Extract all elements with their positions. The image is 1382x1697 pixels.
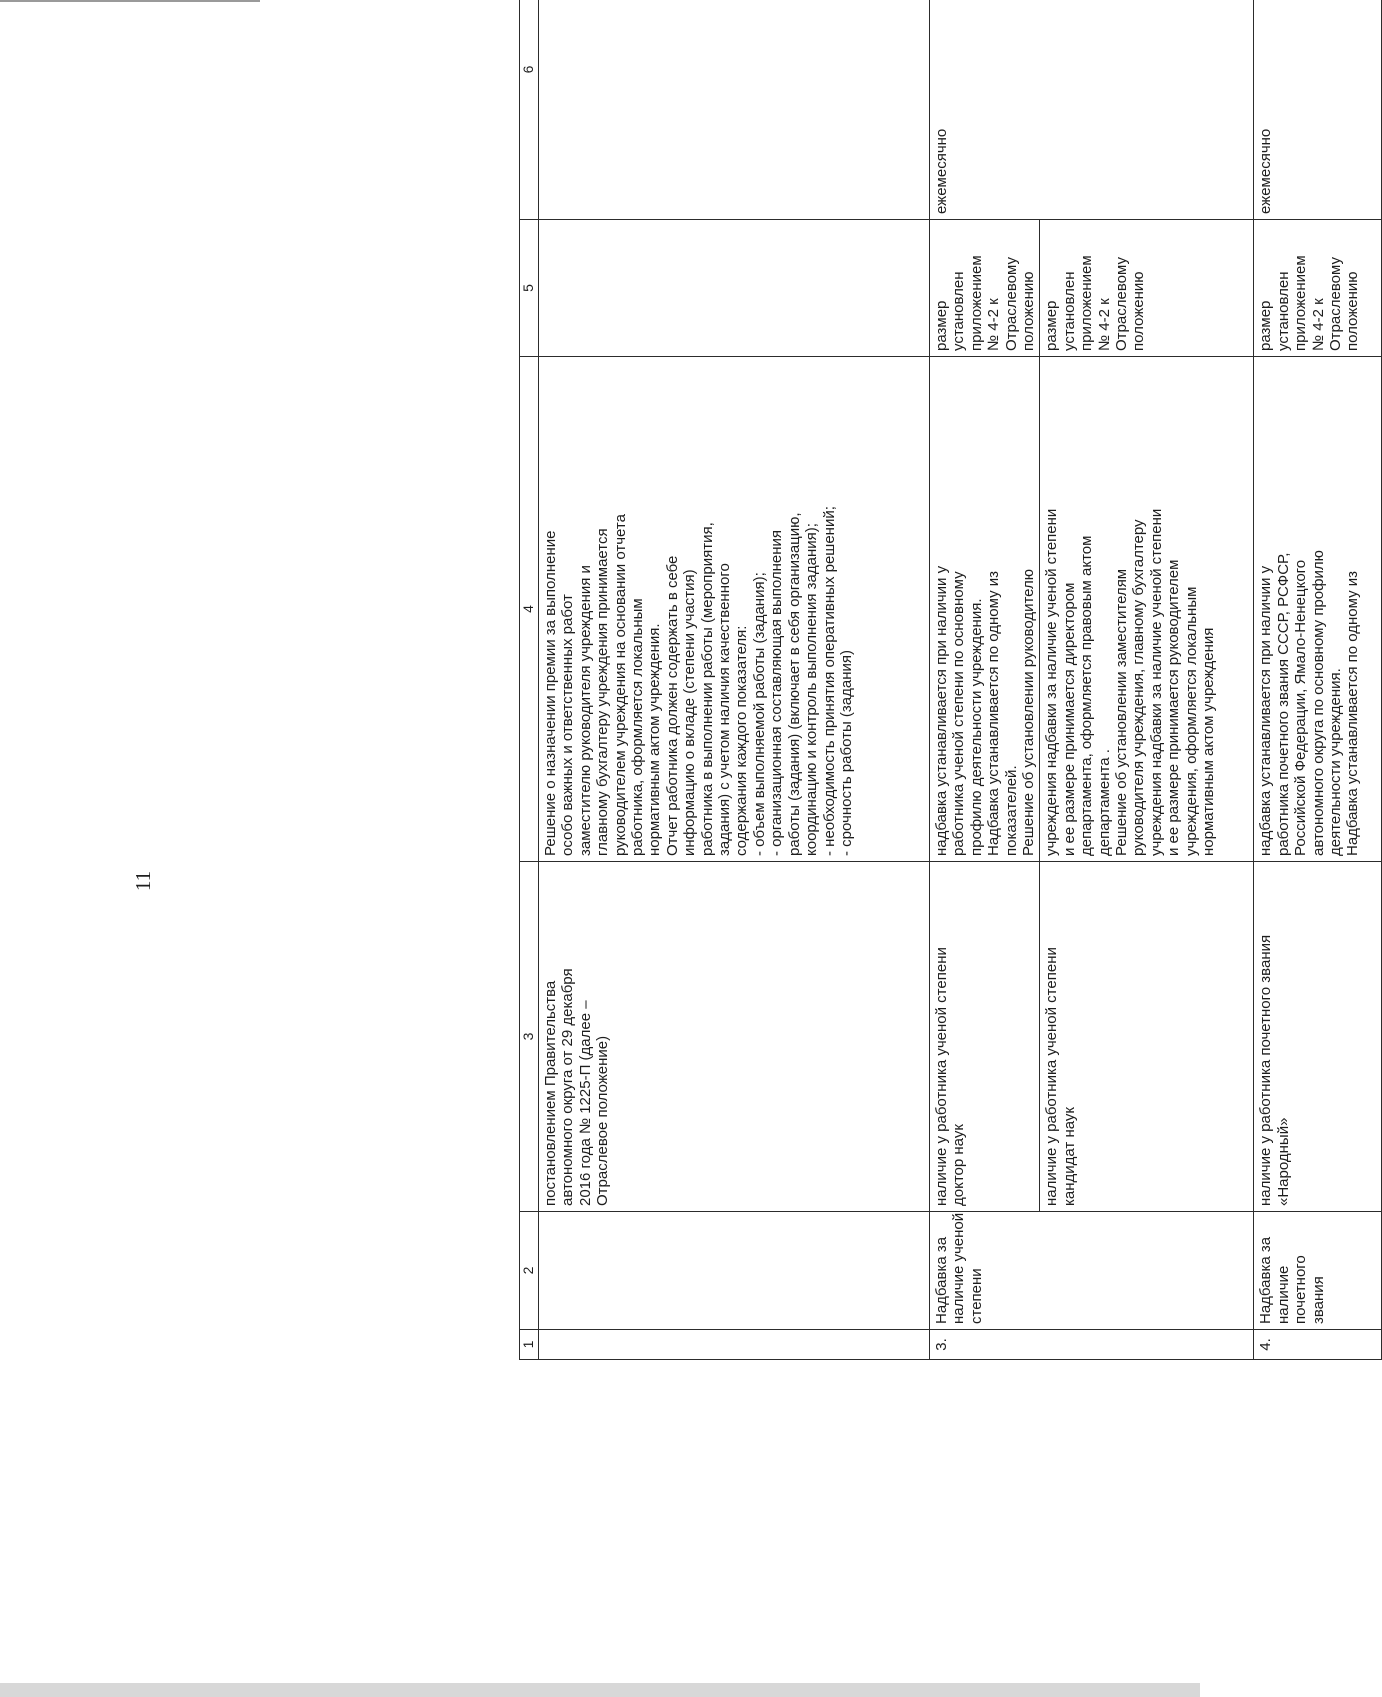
- text-line: наличие у работника почетного звания: [1257, 934, 1275, 1206]
- text-line: Отраслевому: [1327, 257, 1345, 351]
- text-line: надбавка устанавливается при наличии у: [933, 565, 950, 856]
- cell-name: [930, 1212, 1254, 1330]
- text-line: положению: [1020, 271, 1038, 351]
- text-line: Решение об установлении руководителю: [1020, 568, 1038, 856]
- cell-num: 4.: [1254, 1330, 1382, 1360]
- header-cell: 4: [520, 357, 539, 862]
- cell-frequency: ежемесячно: [1254, 0, 1382, 220]
- text-line: задания) с учетом наличия качественного: [716, 563, 734, 856]
- table-row-3a: [930, 0, 1040, 1360]
- text-line: наличие: [1274, 1265, 1292, 1324]
- table-row-continuation: [539, 0, 930, 1360]
- text-line: № 4-2 к: [985, 298, 1003, 351]
- cell-conditions: [1254, 357, 1382, 862]
- header-cell: 6: [520, 0, 539, 220]
- text-line: работы (задания) (включает в себя организацию,: [785, 512, 803, 856]
- text-line: работника в выполнении работы (мероприятия,: [698, 522, 716, 856]
- text-line: Решение об установлении заместителям: [1113, 568, 1131, 856]
- table-row-4: [1254, 0, 1382, 1360]
- text-line: - организационная составляющая выполнения: [768, 529, 786, 856]
- text-line: 2016 года № 1225-П (далее –: [576, 1000, 594, 1206]
- text-line: профилю деятельности учреждения.: [967, 598, 985, 856]
- text-line: приложением: [1078, 255, 1096, 351]
- text-line: установлен: [1060, 271, 1078, 351]
- text-line: координацию и контроль выполнения задания);: [803, 523, 821, 856]
- text-line: руководителем учреждения на основании отчета: [611, 514, 629, 856]
- text-line: - срочность работы (задания): [837, 649, 855, 856]
- text-line: Отчет работника должен содержать в себе: [663, 555, 681, 856]
- text-line: наличие ученой: [950, 1212, 968, 1324]
- text-line: кандидат наук: [1060, 1107, 1078, 1206]
- text-line: Отраслевому: [1113, 257, 1131, 351]
- text-line: работника почетного звания СССР, РСФСР,: [1274, 552, 1292, 856]
- text-line: работника ученой степени по основному: [950, 571, 968, 856]
- text-line: нормативным актом учреждения.: [646, 623, 664, 856]
- text-line: Отраслевому: [1002, 257, 1020, 351]
- text-line: наличие у работника ученой степени: [933, 947, 950, 1206]
- cell-conditions: [930, 357, 1040, 862]
- text-line: автономного округа по основному профилю: [1309, 550, 1327, 856]
- cell-basis: [539, 862, 930, 1212]
- text-line: руководителя учреждения, главному бухгалтеру: [1130, 519, 1148, 856]
- text-line: Отраслевое положение): [594, 1035, 612, 1206]
- text-line: установлен: [1274, 271, 1292, 351]
- text-line: работника, оформляется локальным: [629, 598, 647, 856]
- text-line: размер: [1043, 300, 1061, 351]
- text-line: звания: [1309, 1276, 1327, 1324]
- text-line: автономного округа от 29 декабря: [559, 968, 577, 1206]
- text-line: заместителю руководителя учреждения и: [576, 565, 594, 856]
- cell-size: [539, 220, 930, 357]
- text-line: и ее размере принимается директором: [1060, 582, 1078, 856]
- cell-name: [1254, 1212, 1382, 1330]
- text-line: Надбавка устанавливается по одному из: [985, 570, 1003, 856]
- text-line: установлен: [950, 271, 968, 351]
- text-line: степени: [967, 1268, 985, 1324]
- cell-basis: [1254, 862, 1382, 1212]
- text-line: доктор наук: [950, 1124, 968, 1206]
- text-line: нормативным актом учреждения: [1200, 627, 1218, 856]
- text-line: Решение о назначении премии за выполнение: [542, 530, 559, 856]
- text-line: учреждения, оформляется локальным: [1182, 586, 1200, 856]
- scan-edge-top: [0, 0, 260, 2]
- text-line: содержания каждого показателя:: [733, 625, 751, 856]
- header-cell: 3: [520, 862, 539, 1212]
- text-line: № 4-2 к: [1095, 298, 1113, 351]
- text-line: учреждения надбавки за наличие ученой степени: [1043, 508, 1061, 856]
- text-line: размер: [1257, 300, 1275, 351]
- cell-conditions: [1040, 357, 1254, 862]
- text-line: Российской Федерации, Ямало-Ненецкого: [1292, 559, 1310, 856]
- scan-edge-bottom: [0, 1683, 1200, 1697]
- text-line: «Народный»: [1274, 1117, 1292, 1206]
- text-line: Надбавка устанавливается по одному из: [1344, 570, 1362, 856]
- cell-frequency: [539, 0, 930, 220]
- cell-frequency: ежемесячно: [930, 0, 1254, 220]
- text-line: положению: [1344, 271, 1362, 351]
- header-cell: 5: [520, 220, 539, 357]
- header-cell: 2: [520, 1212, 539, 1330]
- text-line: и ее размере принимается руководителем: [1165, 559, 1183, 856]
- cell-size: [930, 220, 1040, 357]
- cell-basis: [1040, 862, 1254, 1212]
- text-line: положению: [1130, 271, 1148, 351]
- text-line: постановлением Правительства: [542, 980, 559, 1206]
- text-line: № 4-2 к: [1309, 298, 1327, 351]
- text-line: - объем выполняемой работы (задания);: [750, 572, 768, 856]
- text-line: - необходимость принятия оперативных решений;: [820, 506, 838, 856]
- text-line: главному бухгалтеру учреждения принимается: [594, 528, 612, 856]
- text-line: департамента, оформляется правовым актом: [1078, 535, 1096, 856]
- text-line: Надбавка за: [1257, 1236, 1275, 1324]
- text-line: наличие у работника ученой степени: [1043, 947, 1061, 1206]
- rotated-table-frame: [519, 0, 1377, 1360]
- text-line: показателей.: [1002, 765, 1020, 856]
- benefits-table: [519, 0, 1382, 1360]
- page-number: 11: [130, 870, 155, 892]
- text-line: информацию о вкладе (степени участия): [681, 569, 699, 856]
- header-cell: 1: [520, 1330, 539, 1360]
- text-line: надбавка устанавливается при наличии у: [1257, 565, 1275, 856]
- text-line: почетного: [1292, 1255, 1310, 1324]
- cell-basis: [930, 862, 1040, 1212]
- cell-conditions: [539, 357, 930, 862]
- text-line: особо важных и ответственных работ: [559, 594, 577, 856]
- text-line: деятельности учреждения.: [1327, 668, 1345, 856]
- text-line: учреждения надбавки за наличие ученой степени: [1147, 508, 1165, 856]
- cell-name: [539, 1212, 930, 1330]
- text-line: департамента .: [1095, 749, 1113, 856]
- table-header-row: [520, 0, 539, 1360]
- text-line: приложением: [967, 255, 985, 351]
- text-line: приложением: [1292, 255, 1310, 351]
- cell-num: 3.: [930, 1330, 1254, 1360]
- cell-size: [1254, 220, 1382, 357]
- cell-num: [539, 1330, 930, 1360]
- cell-size: [1040, 220, 1254, 357]
- text-line: размер: [933, 300, 950, 351]
- text-line: Надбавка за: [933, 1236, 950, 1324]
